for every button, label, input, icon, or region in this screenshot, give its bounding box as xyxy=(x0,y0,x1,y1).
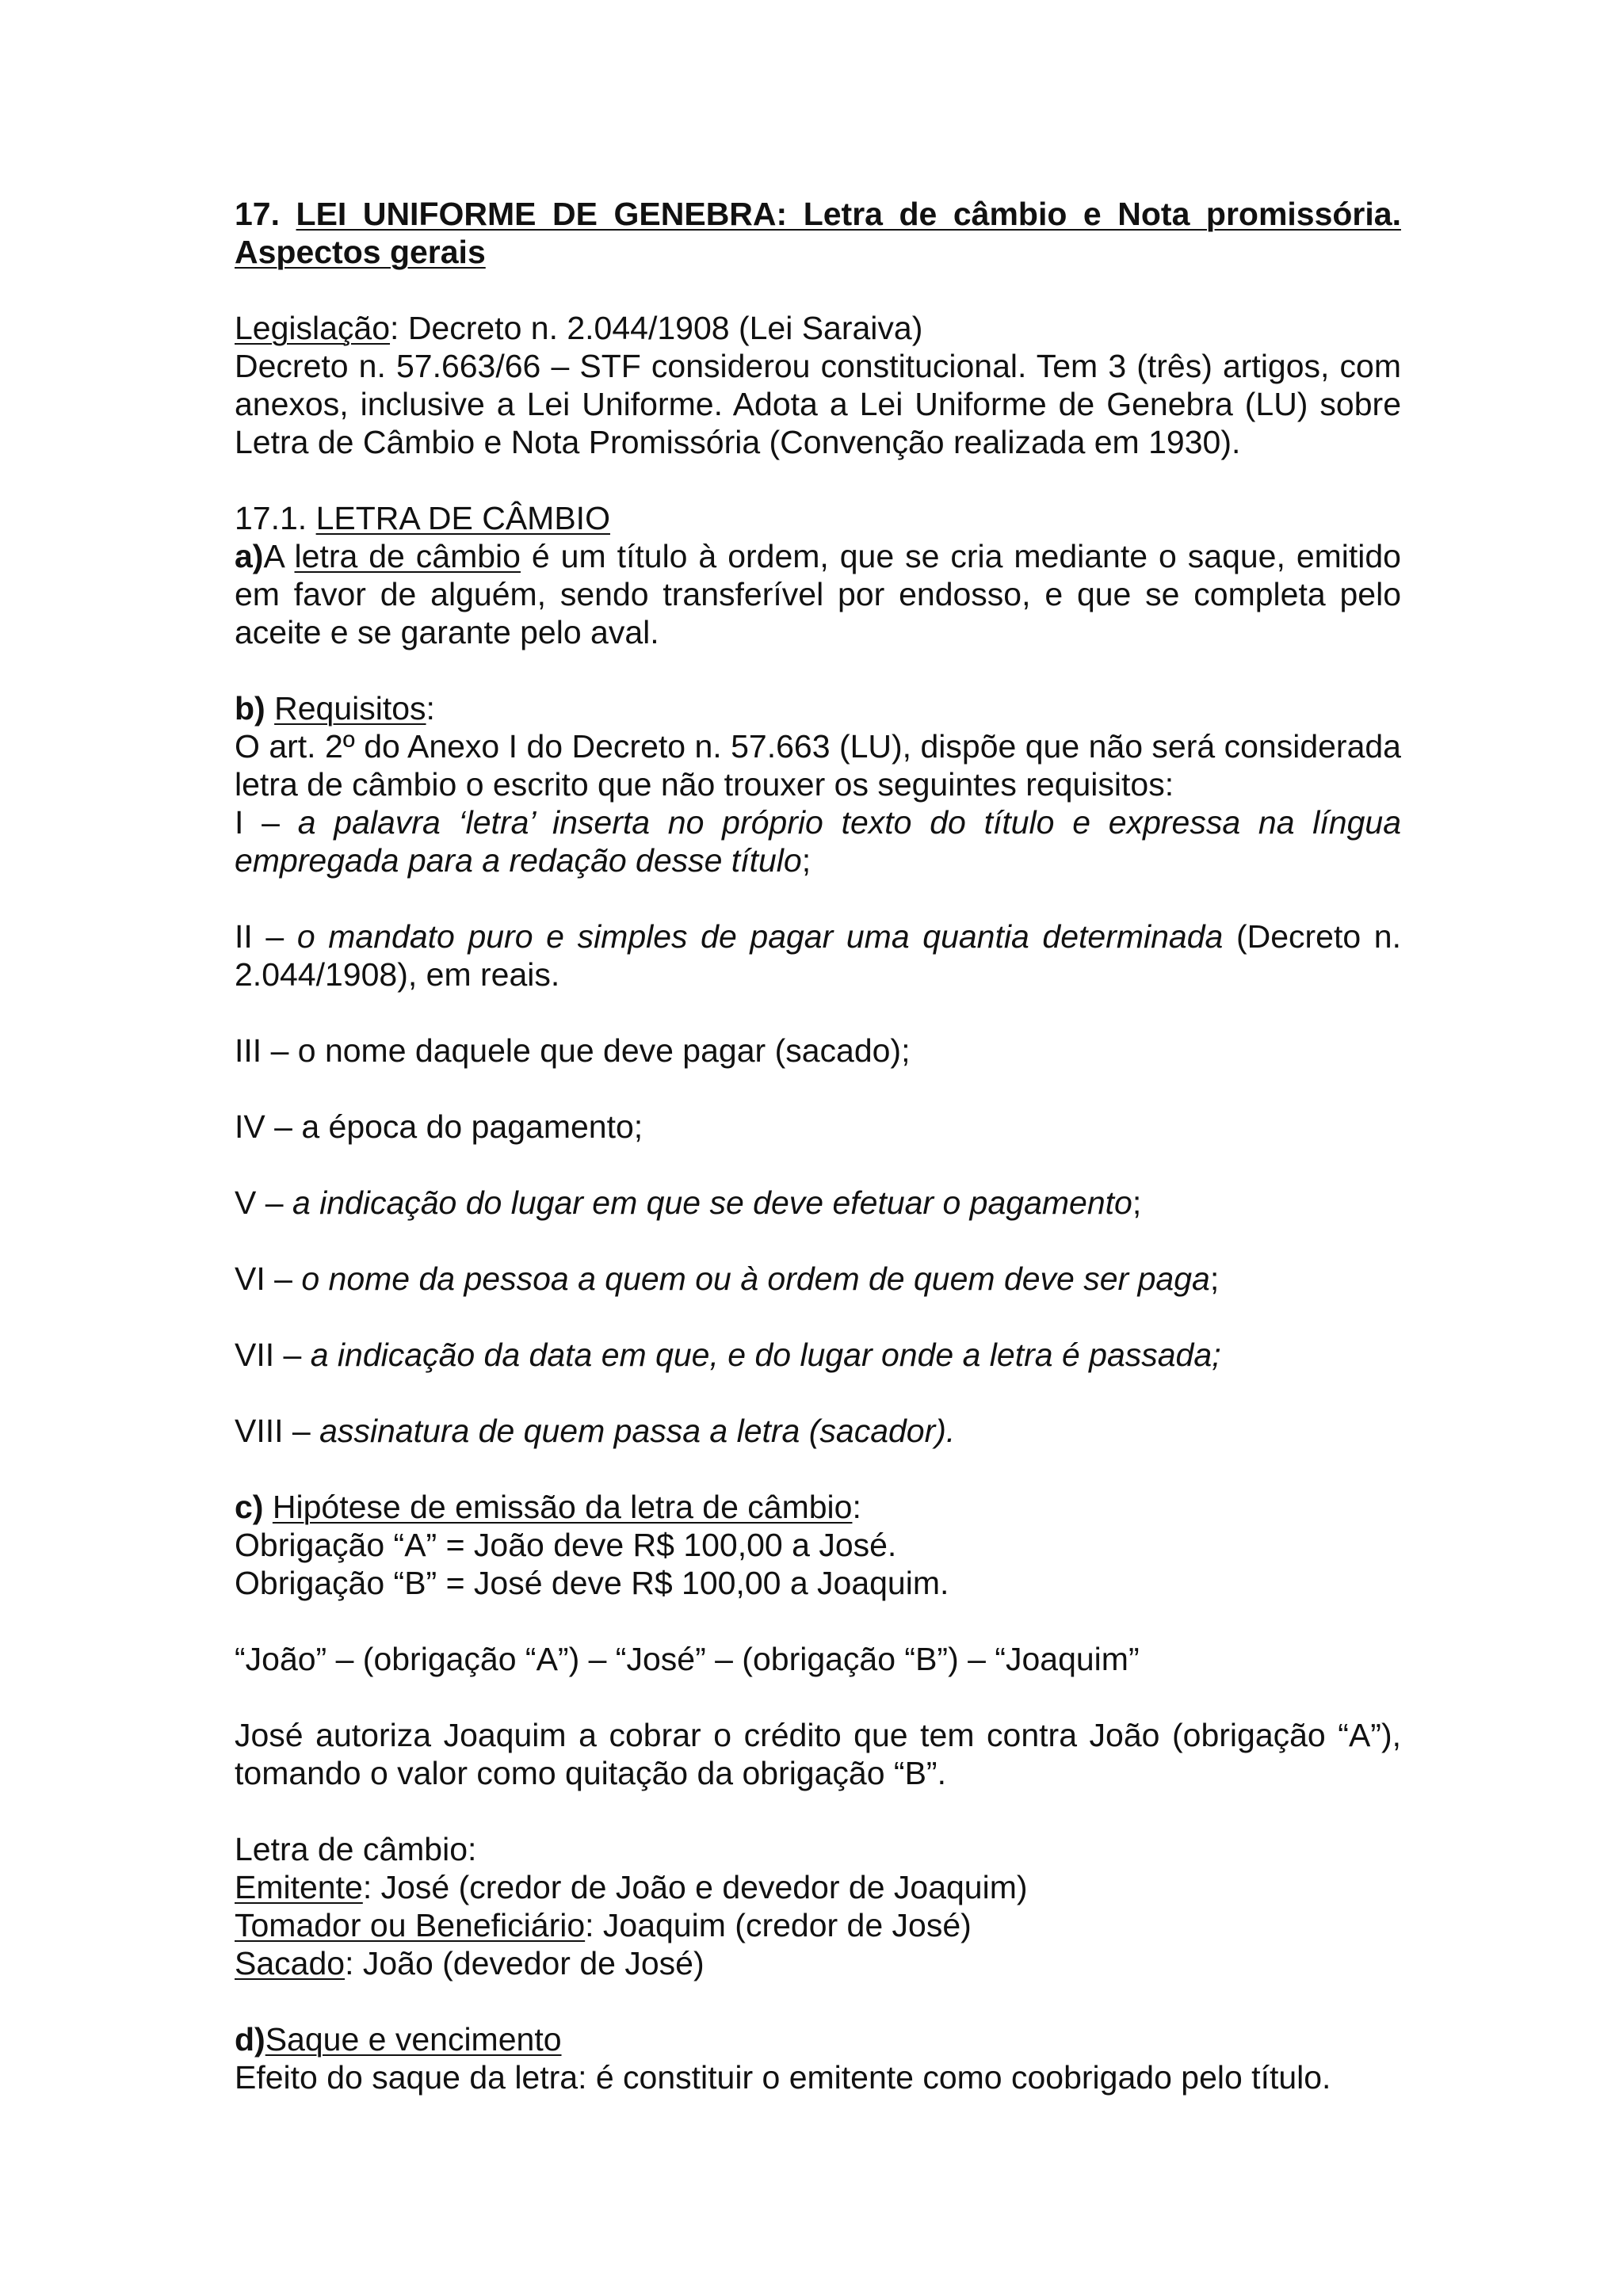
tomador-label: Tomador ou Beneficiário xyxy=(235,1907,586,1943)
item-d-label: Saque e vencimento xyxy=(265,2021,562,2058)
emitente-text: : José (credor de João e devedor de Joaquim) xyxy=(362,1869,1028,1905)
obrigacao-chain: “João” – (obrigação “A”) – “José” – (obrigação “B”) – “Joaquim” xyxy=(235,1641,1140,1677)
requisito-1-prefix: I – xyxy=(235,804,298,841)
requisito-7-prefix: VII – xyxy=(235,1337,311,1373)
item-b-marker: b) xyxy=(235,690,265,727)
requisito-5 xyxy=(235,1184,1401,1222)
title-number: 17. xyxy=(235,196,280,232)
requisito-3: III – o nome daquele que deve pagar (sacado); xyxy=(235,1032,911,1069)
item-c-colon: : xyxy=(852,1489,861,1525)
legislacao-line xyxy=(235,309,1401,347)
item-c-marker: c) xyxy=(235,1489,264,1525)
legislacao-paragraph: Decreto n. 57.663/66 – STF considerou constitucional. Tem 3 (três) artigos, com anexos, inclusive a Lei Uniforme. Adota a Lei Uniforme de Genebra (LU) sobre Letra de Câmbio e Nota Promissória (Convenção realizada em 1930). xyxy=(235,348,1401,460)
item-c-label: Hipótese de emissão da letra de câmbio xyxy=(272,1489,853,1525)
requisito-5-suffix: ; xyxy=(1132,1184,1142,1221)
requisito-4: IV – a época do pagamento; xyxy=(235,1108,643,1145)
requisito-1-italic: a palavra ‘letra’ inserta no próprio texto do título e expressa na língua empregada para a redação desse título xyxy=(235,804,1401,879)
emitente-line xyxy=(235,1868,1401,1906)
item-d-marker: d) xyxy=(235,2021,265,2058)
title-text: LEI UNIFORME DE GENEBRA: Letra de câmbio e Nota promissória. Aspectos gerais xyxy=(235,196,1401,270)
emitente-label: Emitente xyxy=(235,1869,363,1905)
sacado-line xyxy=(235,1944,1401,1982)
item-a-marker: a) xyxy=(235,538,264,574)
sacado-label: Sacado xyxy=(235,1945,346,1981)
requisito-6-suffix: ; xyxy=(1209,1261,1220,1297)
requisito-2-italic: o mandato puro e simples de pagar uma quantia determinada xyxy=(296,918,1224,955)
item-b-heading xyxy=(235,689,1401,727)
section-number: 17.1. xyxy=(235,500,316,536)
section-title: LETRA DE CÂMBIO xyxy=(315,500,610,536)
requisito-8 xyxy=(235,1412,1401,1450)
requisito-7-italic: a indicação da data em que, e do lugar onde a letra é passada; xyxy=(310,1337,1221,1373)
requisito-6 xyxy=(235,1260,1401,1298)
requisito-6-italic: o nome da pessoa a quem ou à ordem de quem deve ser paga xyxy=(301,1261,1210,1297)
item-d-text: Efeito do saque da letra: é constituir o emitente como coobrigado pelo título. xyxy=(235,2059,1331,2096)
requisito-6-prefix: VI – xyxy=(235,1261,302,1297)
item-d-heading xyxy=(235,2020,1401,2058)
item-c-heading xyxy=(235,1488,1401,1526)
obrigacao-a-line: Obrigação “A” = João deve R$ 100,00 a José. xyxy=(235,1527,897,1563)
requisito-7 xyxy=(235,1336,1401,1374)
item-a-text: é um título à ordem, que se cria mediante o saque, emitido em favor de alguém, sendo transferível por endosso, e que se completa pelo aceite e se garante pelo aval. xyxy=(235,538,1401,650)
requisito-5-italic: a indicação do lugar em que se deve efetuar o pagamento xyxy=(292,1184,1132,1221)
requisito-2 xyxy=(235,917,1401,994)
tomador-text: : Joaquim (credor de José) xyxy=(585,1907,972,1943)
legislacao-label: Legislação xyxy=(235,310,391,346)
item-b-label: Requisitos xyxy=(274,690,426,727)
requisito-5-prefix: V – xyxy=(235,1184,292,1221)
item-a-term: letra de câmbio xyxy=(294,538,521,574)
requisito-8-prefix: VIII – xyxy=(235,1413,320,1449)
item-a-pre: A xyxy=(263,538,295,574)
item-b-colon: : xyxy=(426,690,435,727)
requisito-1 xyxy=(235,803,1401,879)
tomador-line xyxy=(235,1906,1401,1944)
requisito-2-prefix: II – xyxy=(235,918,297,955)
obrigacao-b-line: Obrigação “B” = José deve R$ 100,00 a Joaquim. xyxy=(235,1565,949,1601)
legislacao-text: : Decreto n. 2.044/1908 (Lei Saraiva) xyxy=(390,310,923,346)
requisito-8-italic: assinatura de quem passa a letra (sacador). xyxy=(319,1413,956,1449)
requisito-1-suffix: ; xyxy=(801,842,812,879)
item-c-explanation: José autoriza Joaquim a cobrar o crédito que tem contra João (obrigação “A”), tomando o valor como quitação da obrigação “B”. xyxy=(235,1717,1401,1791)
letra-label: Letra de câmbio: xyxy=(235,1831,477,1867)
page-title xyxy=(235,195,1401,271)
section-heading-17-1 xyxy=(235,499,1401,537)
sacado-text: : João (devedor de José) xyxy=(345,1945,705,1981)
item-b-intro: O art. 2º do Anexo I do Decreto n. 57.663 (LU), dispõe que não será considerada letra de câmbio o escrito que não trouxer os seguintes requisitos: xyxy=(235,728,1401,803)
item-a-paragraph xyxy=(235,537,1401,651)
requisito-2-suffix: (Decreto n. 2.044/1908), em reais. xyxy=(235,918,1401,993)
